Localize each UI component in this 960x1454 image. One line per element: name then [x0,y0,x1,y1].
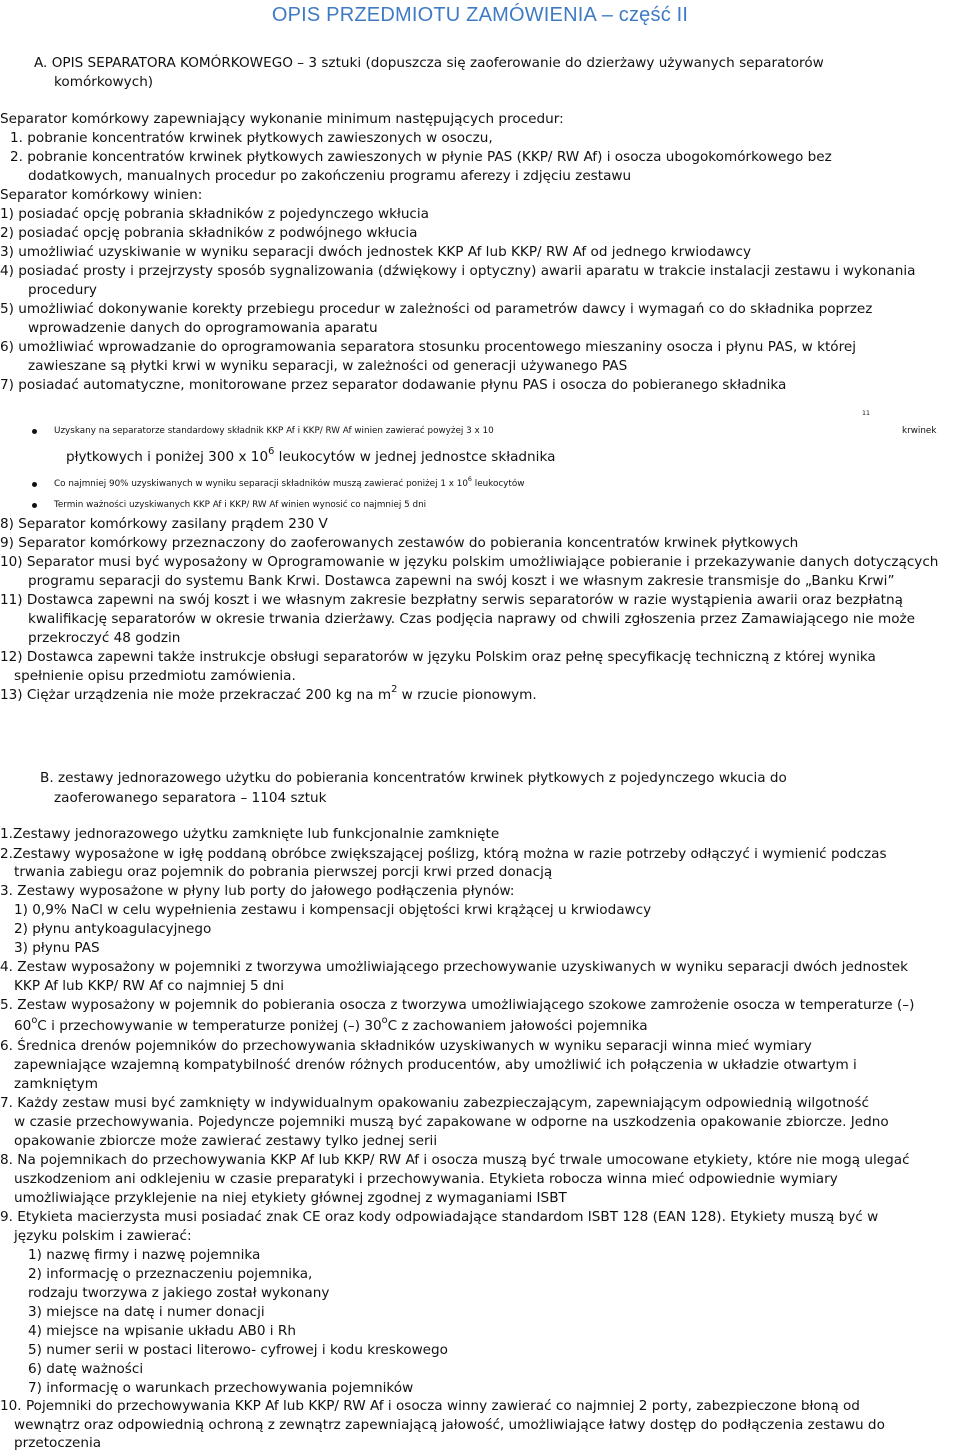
kit-point-6-line1: 6. Średnica drenów pojemników do przechowywania składników uzyskiwanych w wyniku separacji winna mieć wymiary [0,1038,812,1054]
kit-point-8-line1: 8. Na pojemnikach do przechowywania KKP Af lub KKP/ RW Af i osocza muszą być trwale umocowane etykiety, które nie mogą ulegać [0,1152,910,1168]
requirement-6-line2: zawieszane są płytki krwi w wyniku separacji, w zależności od generacji używanego PAS [28,358,628,374]
requirement-11-line3: przekroczyć 48 godzin [28,630,181,646]
kit-point-6-line2: zapewniające wzajemną kompatybilność drenów różnych producentów, aby umożliwić ich połączenia w układzie otwartym i [14,1057,857,1073]
separator-intro: Separator komórkowy zapewniający wykonanie minimum następujących procedur: [0,111,564,127]
requirement-10-line2: programu separacji do systemu Bank Krwi. Dostawca zapewni na swój koszt i we własnym zakresie transmisje do „Banku Krwi” [28,573,895,589]
requirement-6-line1: 6) umożliwiać wprowadzanie do oprogramowania separatora stosunku procentowego mieszaniny osocza i płynu PAS, w której [0,339,857,355]
procedure-2-line1: 2. pobranie koncentratów krwinek płytkowych zawieszonych w płynie PAS (KKP/ RW Af) i osocza ubogokomórkowego bez [10,149,832,165]
kit-point-5-line2: 60$^o$C i przechowywanie w temperaturze poniżej (–) 30$^o$C z zachowaniem jałowości pojemnika [14,1015,648,1034]
section-a-heading-line1: A. OPIS SEPARATORA KOMÓRKOWEGO – 3 sztuki (dopuszcza się zaoferowanie do dzierżawy używanych separatorów [34,55,824,71]
kit-point-10-line1: 10. Pojemniki do przechowywania KKP Af lub KKP/ RW Af i osocza winny zawierać co najmniej 2 porty, zabezpieczone błoną od [0,1398,860,1414]
requirement-3: 3) umożliwiać uzyskiwanie w wyniku separacji dwóch jednostek KKP Af lub KKP/ RW Af od jednego krwiodawcy [0,244,752,260]
kit-point-8-line2: uszkodzeniom ani odklejeniu w czasie preparatyki i przechowywania. Etykieta robocza winna mieć odpowiednie wymiary [14,1171,838,1187]
kit-point-7-line3: opakowanie zbiorcze może zawierać zestawy tylko jednej serii [14,1133,438,1149]
kit-point-3: 3. Zestawy wyposażone w płyny lub porty do jałowego podłączenia płynów: [0,883,515,899]
kit-point-4-line1: 4. Zestaw wyposażony w pojemniki z tworzywa umożliwiającego przechowywanie uzyskiwanych w wyniku separacji dwóch jednostek [0,959,909,975]
procedure-2-line2: dodatkowych, manualnych procedur po zakończeniu programu aferezy i zdjęciu zestawu [28,168,632,184]
requirement-7: 7) posiadać automatyczne, monitorowane przez separator dodawanie płynu PAS i osocza do pobieranego składnika [0,377,787,393]
requirement-8: 8) Separator komórkowy zasilany prądem 230 V [0,516,328,532]
requirement-2: 2) posiadać opcję pobrania składników z podwójnego wkłucia [0,225,418,241]
document-page: OPIS PRZEDMIOTU ZAMÓWIENIA – część II A. OPIS SEPARATORA KOMÓRKOWEGO – 3 sztuki (dopuszcza się zaoferowanie do dzierżawy używanych separatorów komórkowych) Separator komórkowy zapewniający wykonanie minimum następujących procedur: 1. pobranie koncentratów krwinek płytkowych zawieszonych w osoczu, 2. pobranie koncentratów krwinek płytkowych zawieszonych w płynie PAS (KKP/ RW Af) i osocza ubogokomórkowego bez dodatkowych, manualnych procedur po zakończeniu programu aferezy i zdjęciu zestawu Separator komórkowy winien: 1) posiadać opcję pobrania składników z pojedynczego wkłucia 2) posiadać opcję pobrania składników z podwójnego wkłucia 3) umożliwiać uzyskiwanie w wyniku separacji dwóch jednostek KKP Af lub KKP/ RW Af od jednego krwiodawcy 4) posiadać prosty i przejrzysty sposób sygnalizowania (dźwiękowy i optyczny) awarii aparatu w trakcie instalacji zestawu i wykonania procedury 5) umożliwiać dokonywanie korekty przebiegu procedur w zależności od parametrów dawcy i wymagań co do składnika poprzez wprowadzenie danych do oprogramowania aparatu 6) umożliwiać wprowadzanie do oprogramowania separatora stosunku procentowego mieszaniny osocza i płynu PAS, w której zawieszane są płytki krwi w wyniku separacji, w zależności od generacji używanego PAS 7) posiadać automatyczne, monitorowane przez separator dodawanie płynu PAS i osocza do pobieranego składnika Uzyskany na separatorze standardowy składnik KKP Af i KKP/ RW Af winien zawierać powyżej 3 x 10 11 krwinek płytkowych i poniżej 300 x $10^6$ leukocytów w jednej jednostce składnika Co najmniej 90% uzyskiwanych w wyniku separacji składników muszą zawierać poniżej 1 x $10^6$ leukocytów Termin ważności uzyskiwanych KKP Af i KKP/ RW Af winien wynosić co najmniej 5 dni 8) Separator komórkowy zasilany prądem 230 V 9) Separator komórkowy przeznaczony do zaoferowanych zestawów do pobierania koncentratów krwinek płytkowych 10) Separator musi być wyposażony w Oprogramowanie w języku polskim umożliwiające pobieranie i przekazywanie danych dotyczących programu separacji do systemu Bank Krwi. Dostawca zapewni na swój koszt i we własnym zakresie transmisje do „Banku Krwi” 11) Dostawca zapewni na swój koszt i we własnym zakresie bezpłatny serwis separatorów w razie wystąpienia awarii oraz bezpłatną kwalifikację separatorów w okresie trwania dzierżawy. Czas podjęcia naprawy od chwili zgłoszenia przez Zamawiającego nie może przekroczyć 48 godzin 12) Dostawca zapewni także instrukcje obsługi separatorów w języku Polskim oraz pełnę specyfikację techniczną z której wynika spełnienie opisu przedmiotu zamówienia. 13) Ciężar urządzenia nie może przekraczać 200 kg na $m^2$ w rzucie pionowym. B. zestawy jednorazowego użytku do pobierania koncentratów krwinek płytkowych z pojedynczego wkucia do zaoferowanego separatora – 1104 sztuk 1.Zestawy jednorazowego użytku zamknięte lub funkcjonalnie zamknięte 2.Zestawy wyposażone w igłę poddaną obróbce zwiększającej poślizg, którą można w razie potrzeby odłączyć i wymienić podczas trwania zabiegu oraz pojemnik do pobrania pierwszej porcji krwi przed donacją 3. Zestawy wyposażone w płyny lub porty do jałowego podłączenia płynów: 1) 0,9% NaCl w celu wypełnienia zestawu i kompensacji objętości krwi krążącej u krwiodawcy 2) płynu antykoagulacyjnego 3) płynu PAS 4. Zestaw wyposażony w pojemniki z tworzywa umożliwiającego przechowywanie uzyskiwanych w wyniku separacji dwóch jednostek KKP Af lub KKP/ RW Af co najmniej 5 dni 5. Zestaw wyposażony w pojemnik do pobierania osocza z tworzywa umożliwiającego szokowe zamrożenie osocza w temperaturze (–) 60$^o$C i przechowywanie w temperaturze poniżej (–) 30$^o$C z zachowaniem jałowości pojemnika 6. Średnica drenów pojemników do przechowywania składników uzyskiwanych w wyniku separacji winna mieć wymiary zapewniające wzajemną kompatybilność drenów różnych producentów, aby umożliwić ich połączenia w układzie otwartym i zamkniętym 7. Każdy zestaw musi być zamknięty w indywidualnym opakowaniu zabezpieczającym, zapewniającym odpowiednią wilgotność w czasie przechowywania. Pojedyncze pojemniki muszą być zapakowane w odporne na uszkodzenia opakowanie zbiorcze. Jedno opakowanie zbiorcze może zawierać zestawy tylko jednej serii 8. Na pojemnikach do przechowywania KKP Af lub KKP/ RW Af i osocza muszą być trwale umocowane etykiety, które nie mogą ulegać uszkodzeniom ani odklejeniu w czasie preparatyki i przechowywania. Etykieta robocza winna mieć odpowiednie wymiary umożliwiające przyklejenie na niej etykiety głównej zgodnej z wymaganiami ISBT 9. Etykieta macierzysta musi posiadać znak CE oraz kody odpowiadające standardom ISBT 128 (EAN 128). Etykiety muszą być w języku polskim i zawierać: 1) nazwę firmy i nazwę pojemnika 2) informację o przeznaczeniu pojemnika, rodzaju tworzywa z jakiego został wykonany 3) miejsce na datę i numer donacji 4) miejsce na wpisanie układu AB0 i Rh 5) numer serii w postaci literowo- cyfrowej i kodu kreskowego 6) datę ważności 7) informację o warunkach przechowywania pojemników 10. Pojemniki do przechowywania KKP Af lub KKP/ RW Af i osocza winny zawierać co najmniej 2 porty, zabezpieczone błoną od wewnątrz oraz odpowiednią ochroną z zewnątrz zapewniającą jałowość, umożliwiające łatwy dostęp do podłączenia zestawu do przetoczenia [0,0,960,1454]
requirement-9: 9) Separator komórkowy przeznaczony do zaoferowanych zestawów do pobierania koncentratów krwinek płytkowych [0,535,799,551]
kit-point-3-2: 2) płynu antykoagulacyjnego [14,921,212,937]
requirements-heading: Separator komórkowy winien: [0,187,203,203]
label-item-2: 2) informację o przeznaczeniu pojemnika, [28,1266,313,1282]
page-title: OPIS PRZEDMIOTU ZAMÓWIENIA – część II [271,4,689,26]
requirement-12-line2: spełnienie opisu przedmiotu zamówienia. [14,668,296,684]
requirement-4-line2: procedury [28,282,97,298]
section-b-heading-line2: zaoferowanego separatora – 1104 sztuk [54,790,327,806]
label-item-1: 1) nazwę firmy i nazwę pojemnika [28,1247,261,1263]
label-item-6: 6) datę ważności [28,1361,144,1377]
kit-point-4-line2: KKP Af lub KKP/ RW Af co najmniej 5 dni [14,978,285,994]
procedure-1: 1. pobranie koncentratów krwinek płytkowych zawieszonych w osoczu, [10,130,493,146]
requirement-10-line1: 10) Separator musi być wyposażony w Oprogramowanie w języku polskim umożliwiające pobieranie i przekazywanie danych dotyczących [0,554,939,570]
section-a-heading-line2: komórkowych) [54,74,154,90]
kit-point-1: 1.Zestawy jednorazowego użytku zamknięte lub funkcjonalnie zamknięte [0,826,500,842]
requirement-5-line2: wprowadzenie danych do oprogramowania aparatu [28,320,378,336]
kit-point-6-line3: zamkniętym [14,1076,98,1092]
requirement-5-line1: 5) umożliwiać dokonywanie korekty przebiegu procedur w zależności od parametrów dawcy i wymagań co do składnika poprzez [0,301,873,317]
requirement-1: 1) posiadać opcję pobrania składników z pojedynczego wkłucia [0,206,430,222]
label-item-5: 5) numer serii w postaci literowo- cyfrowej i kodu kreskowego [28,1342,448,1358]
kit-point-10-line2: wewnątrz oraz odpowiednią ochroną z zewnątrz zapewniającą jałowość, umożliwiające łatwy dostęp do podłączenia zestawu do [14,1417,885,1433]
kit-point-3-3: 3) płynu PAS [14,940,100,956]
kit-point-2-line2: trwania zabiegu oraz pojemnik do pobrania pierwszej porcji krwi przed donacją [14,864,553,880]
requirement-4-line1: 4) posiadać prosty i przejrzysty sposób sygnalizowania (dźwiękowy i optyczny) awarii aparatu w trakcie instalacji zestawu i wykonania [0,263,916,279]
requirement-11-line2: kwalifikację separatorów w okresie trwania dzierżawy. Czas podjęcia naprawy od chwili zgłoszenia przez Zamawiającego nie może [28,611,916,627]
label-item-2-cont: rodzaju tworzywa z jakiego został wykonany [28,1285,330,1301]
kit-point-7-line1: 7. Każdy zestaw musi być zamknięty w indywidualnym opakowaniu zabezpieczającym, zapewniającym odpowiednią wilgotność [0,1095,869,1111]
requirement-12-line1: 12) Dostawca zapewni także instrukcje obsługi separatorów w języku Polskim oraz pełnę specyfikację techniczną z której wynika [0,649,876,665]
kit-point-9-line2: języku polskim i zawierać: [14,1228,192,1244]
kit-point-7-line2: w czasie przechowywania. Pojedyncze pojemniki muszą być zapakowane w odporne na uszkodzenia opakowanie zbiorcze. Jedno [14,1114,889,1130]
kit-point-10-line3: przetoczenia [14,1435,102,1451]
kit-point-9-line1: 9. Etykieta macierzysta musi posiadać znak CE oraz kody odpowiadające standardom ISBT 128 (EAN 128). Etykiety muszą być w [0,1209,879,1225]
section-b-heading-line1: B. zestawy jednorazowego użytku do pobierania koncentratów krwinek płytkowych z pojedynczego wkucia do [40,770,787,786]
label-item-7: 7) informację o warunkach przechowywania pojemników [28,1380,414,1396]
bullet-1-text: Uzyskany na separatorze standardowy składnik KKP Af i KKP/ RW Af winien zawierać powyżej 3 x 10 [54,426,494,436]
kit-point-8-line3: umożliwiające przyklejenie na niej etykiety głównej zgodnej z wymaganiami ISBT [14,1190,567,1206]
bullet-1-line2: płytkowych i poniżej 300 x $10^6$ leukocytów w jednej jednostce składnika [66,446,556,465]
label-item-4: 4) miejsce na wpisanie układu AB0 i Rh [28,1323,296,1339]
kit-point-2-line1: 2.Zestawy wyposażone w igłę poddaną obróbce zwiększającej poślizg, którą można w razie potrzeby odłączyć i wymienić podczas [0,846,887,862]
kit-point-5-line1: 5. Zestaw wyposażony w pojemnik do pobierania osocza z tworzywa umożliwiającego szokowe zamrożenie osocza w temperaturze (–) [0,997,915,1013]
label-item-3: 3) miejsce na datę i numer donacji [28,1304,265,1320]
kit-point-3-1: 1) 0,9% NaCl w celu wypełnienia zestawu i kompensacji objętości krwi krążącej u krwiodawcy [14,902,652,918]
requirement-11-line1: 11) Dostawca zapewni na swój koszt i we własnym zakresie bezpłatny serwis separatorów w razie wystąpienia awarii oraz bezpłatną [0,592,903,608]
bullet-1-tail: krwinek [902,426,937,436]
requirement-13: 13) Ciężar urządzenia nie może przekraczać 200 kg na $m^2$ w rzucie pionowym. [0,684,537,703]
